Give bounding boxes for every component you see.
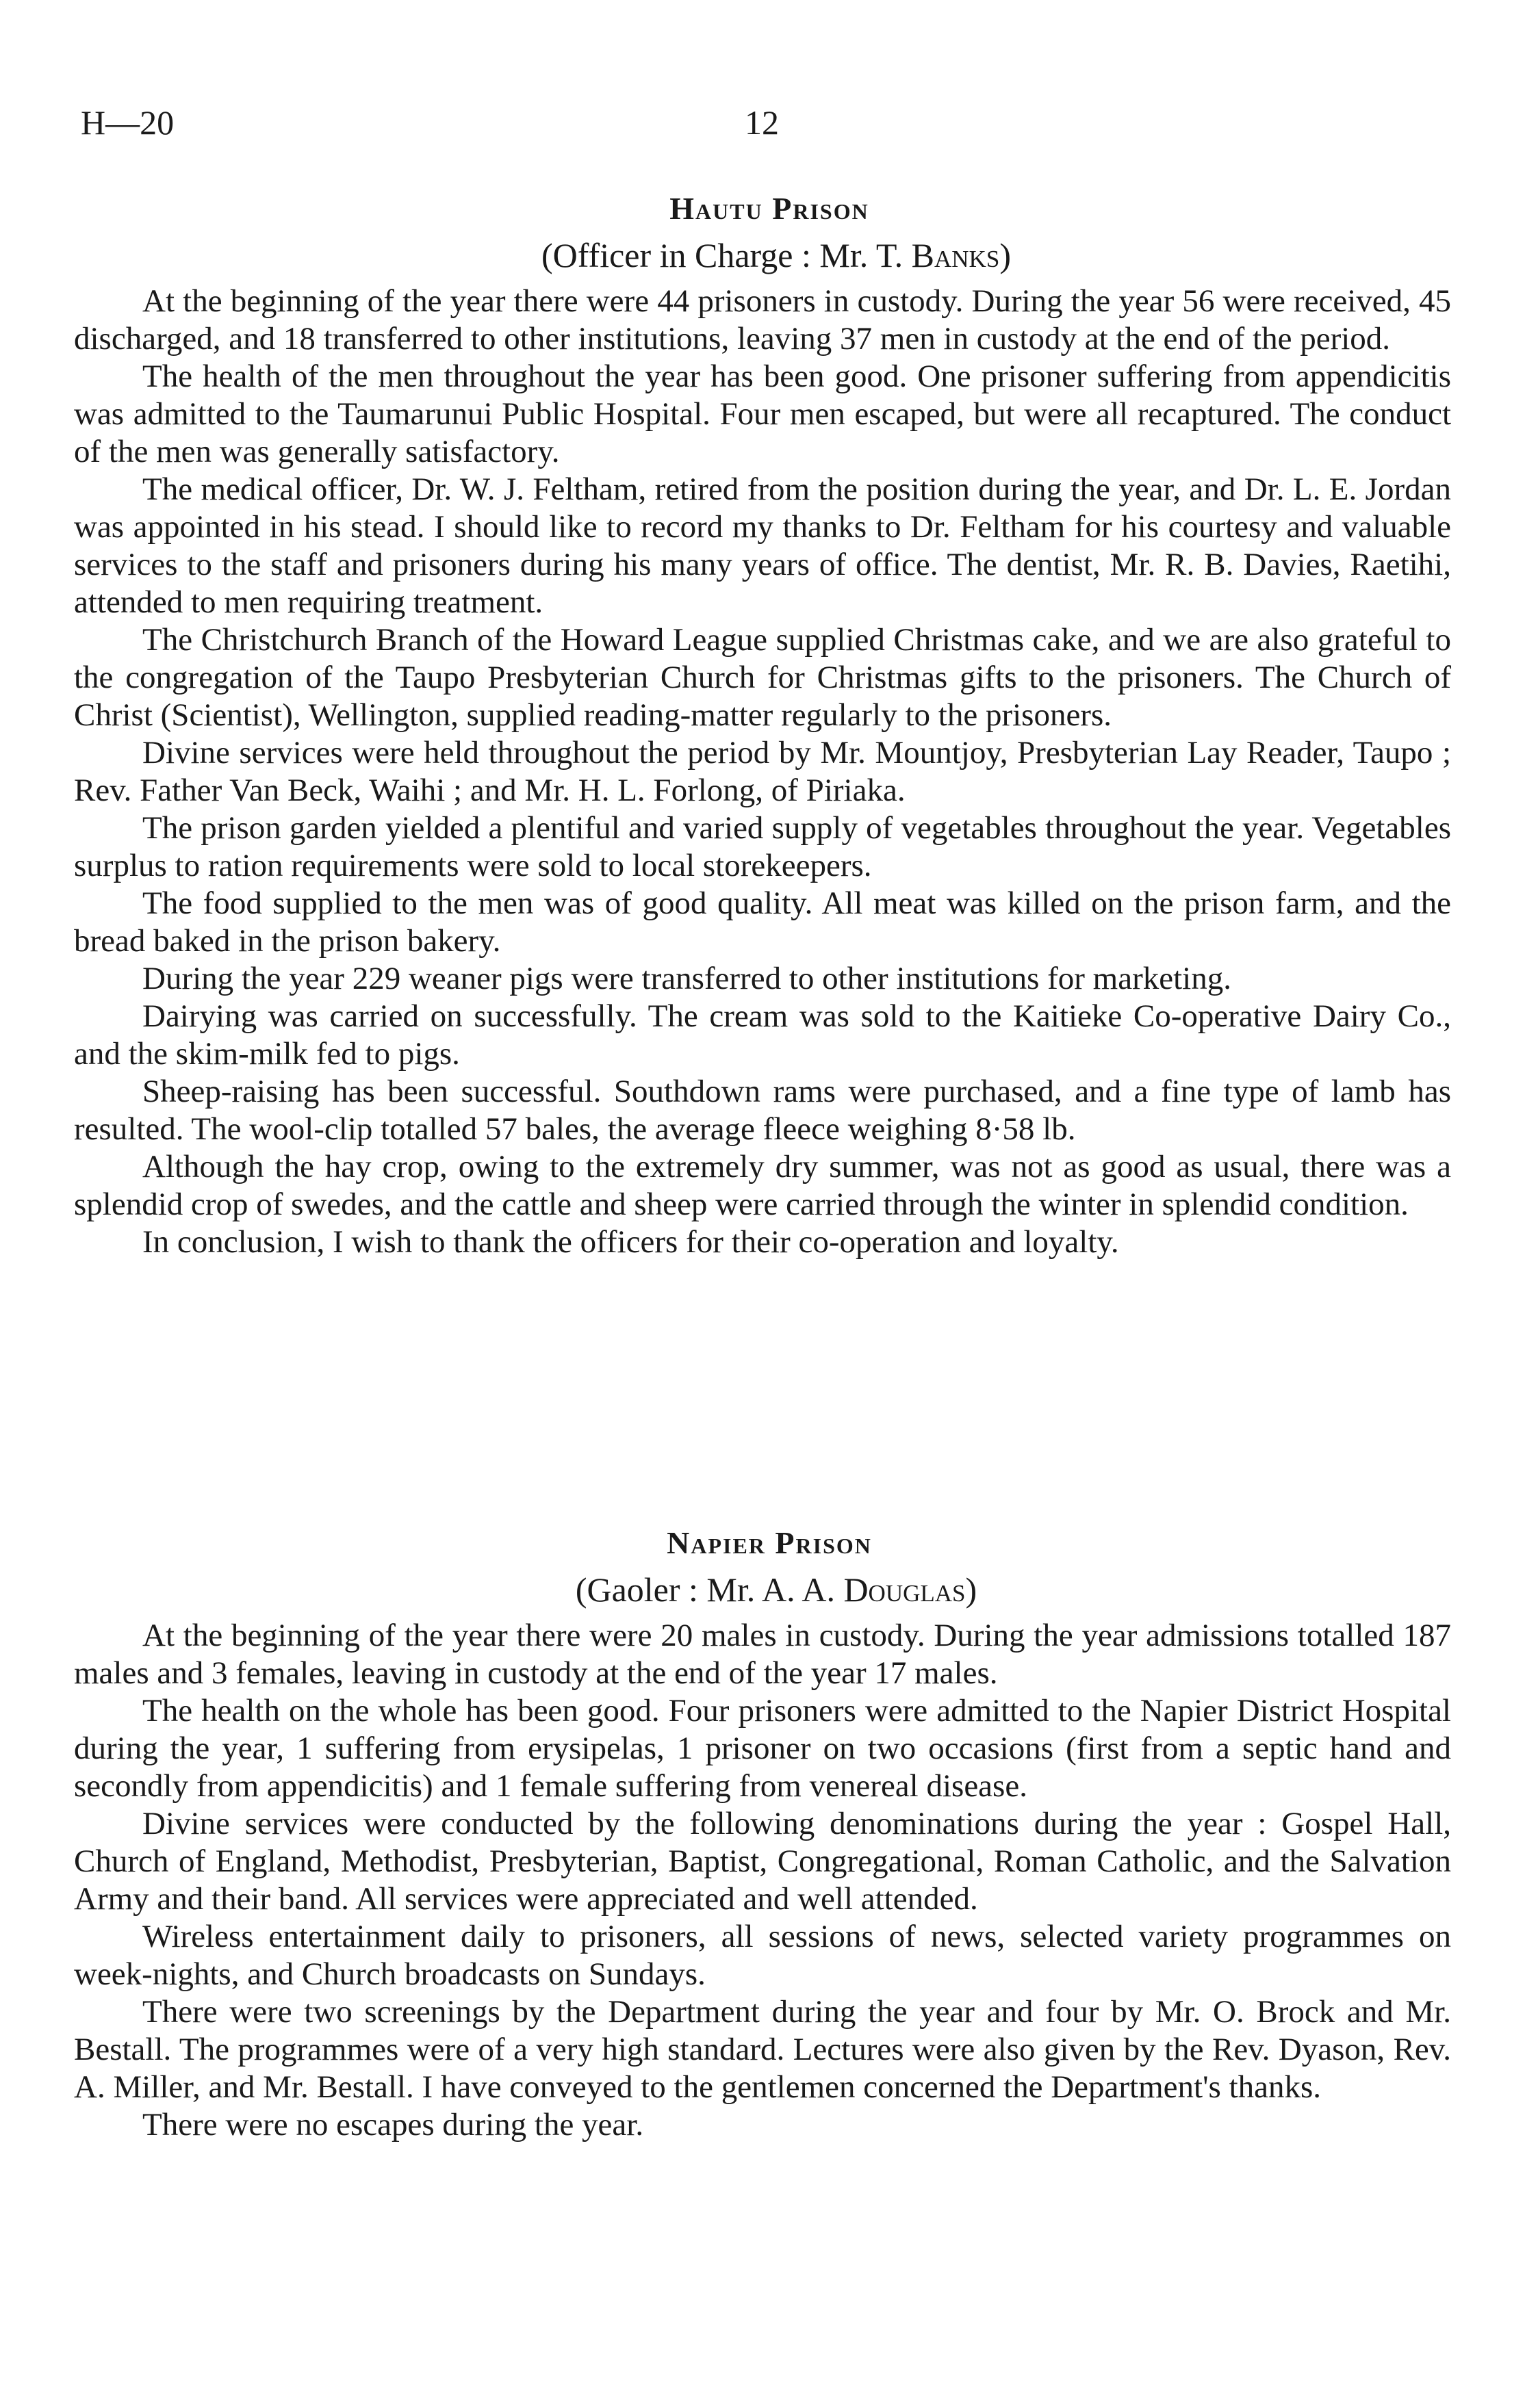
section-officer [74, 235, 1451, 276]
paragraph: In conclusion, I wish to thank the officers for their co-operation and loyalty. [142, 1224, 1119, 1260]
officer-label: (Gaoler : Mr. A. A. [575, 1570, 844, 1609]
paragraph: During the year 229 weaner pigs were transferred to other institutions for marketing. [142, 961, 1231, 996]
paragraph: Although the hay crop, owing to the extremely dry summer, was not as good as usual, there was a splendid crop of swedes, and the cattle and sheep were carried through the winter in splendid condition. [74, 1149, 1451, 1222]
paragraph: There were no escapes during the year. [142, 2107, 644, 2142]
officer-label: (Officer in Charge : Mr. T. [541, 236, 912, 274]
section-title: Napier Prison [667, 1525, 872, 1560]
paragraph: At the beginning of the year there were 44 prisoners in custody. During the year 56 were received, 45 discharged, and 18 transferred to other institutions, leaving 37 men in custody at the end of the period. [74, 283, 1451, 357]
paragraph: Wireless entertainment daily to prisoners, all sessions of news, selected variety programmes on week-nights, and Church broadcasts on Sundays. [74, 1919, 1451, 1992]
officer-close: ) [965, 1570, 977, 1609]
paragraph: Sheep-raising has been successful. Southdown rams were purchased, and a fine type of lamb has resulted. The wool-clip totalled 57 bales, the average fleece weighing 8·58 lb. [74, 1074, 1451, 1147]
document-code: H—20 [81, 103, 175, 142]
officer-name: Douglas [843, 1570, 966, 1609]
paragraph: The medical officer, Dr. W. J. Feltham, retired from the position during the year, and Dr. L. E. Jordan was appointed in his stead. I should like to record my thanks to Dr. Feltham for his courtesy and valuable services to the staff and prisoners during his many years of office. The dentist, Mr. R. B. Davies, Raetihi, attended to men requiring treatment. [74, 471, 1451, 620]
paragraph: Divine services were conducted by the following denominations during the year : Gospel Hall, Church of England, Methodist, Presbyterian, Baptist, Congregational, Roman Catholic, and the Salvation Army and their band. All services were appreciated and well attended. [74, 1806, 1451, 1917]
paragraph: At the beginning of the year there were 20 males in custody. During the year admissions totalled 187 males and 3 females, leaving in custody at the end of the year 17 males. [74, 1618, 1451, 1691]
section-officer [74, 1569, 1451, 1610]
paragraph: There were two screenings by the Department during the year and four by Mr. O. Brock and Mr. Bestall. The programmes were of a very high standard. Lectures were also given by the Rev. Dyason, Rev. A. Miller, and Mr. Bestall. I have conveyed to the gentlemen concerned the Department's thanks. [74, 1994, 1451, 2105]
paragraph: The food supplied to the men was of good quality. All meat was killed on the prison farm, and the bread baked in the prison bakery. [74, 885, 1451, 959]
paragraph: Dairying was carried on successfully. The cream was sold to the Kaitieke Co-operative Dairy Co., and the skim-milk fed to pigs. [74, 998, 1451, 1072]
paragraph: The health on the whole has been good. Four prisoners were admitted to the Napier District Hospital during the year, 1 suffering from erysipelas, 1 prisoner on two occasions (first from a septic hand and secondly from appendicitis) and 1 female suffering from venereal disease. [74, 1693, 1451, 1804]
paragraph: The prison garden yielded a plentiful and varied supply of vegetables throughout the year. Vegetables surplus to ration requirements were sold to local storekeepers. [74, 810, 1451, 883]
paragraph: The Christchurch Branch of the Howard League supplied Christmas cake, and we are also grateful to the congregation of the Taupo Presbyterian Church for Christmas gifts to the prisoners. The Church of Christ (Scientist), Wellington, supplied reading-matter regularly to the prisoners. [74, 622, 1451, 733]
section-hautu-prison [74, 188, 1451, 1261]
paragraph: Divine services were held throughout the period by Mr. Mountjoy, Presbyterian Lay Reader, Taupo ; Rev. Father Van Beck, Waihi ; and Mr. H. L. Forlong, of Piriaka. [74, 735, 1451, 808]
page-number: 12 [745, 103, 779, 142]
officer-name: Banks [911, 236, 1000, 274]
paragraph: The health of the men throughout the year has been good. One prisoner suffering from appendicitis was admitted to the Taumarunui Public Hospital. Four men escaped, but were all recaptured. The conduct of the men was generally satisfactory. [74, 359, 1451, 469]
page-header [81, 103, 1450, 151]
section-title: Hautu Prison [669, 191, 869, 226]
officer-close: ) [999, 236, 1011, 274]
section-napier-prison [74, 1523, 1451, 2144]
